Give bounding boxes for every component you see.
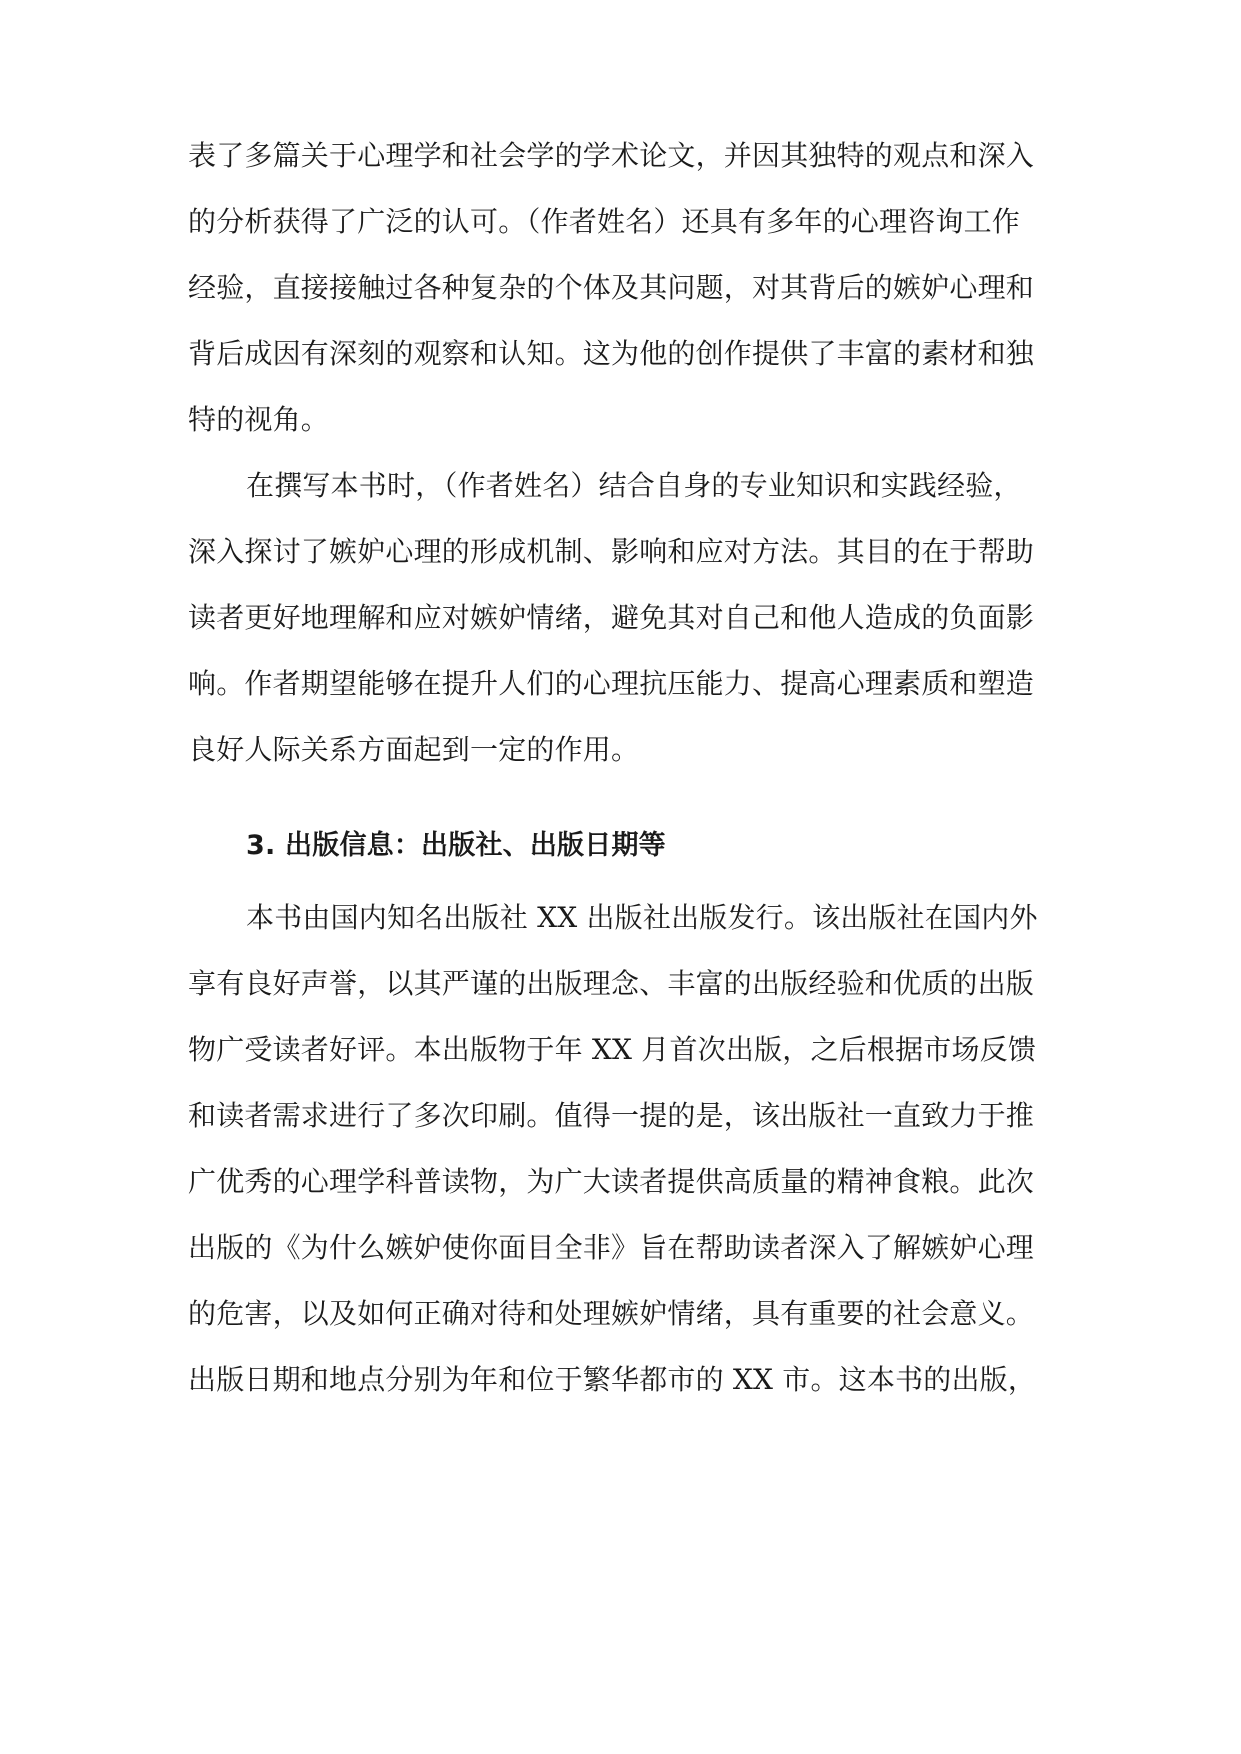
- paragraph-3-line-3: 物广受读者好评。本出版物于年 XX 月首次出版，之后根据市场反馈: [188, 1033, 1037, 1066]
- paragraph-3-line-2: 享有良好声誉，以其严谨的出版理念、丰富的出版经验和优质的出版: [188, 967, 1035, 1000]
- paragraph-2-line-4: 响。作者期望能够在提升人们的心理抗压能力、提高心理素质和塑造: [188, 667, 1035, 700]
- paragraph-1-line-4: 背后成因有深刻的观察和认知。这为他的创作提供了丰富的素材和独: [188, 337, 1035, 370]
- paragraph-1-line-3: 经验，直接接触过各种复杂的个体及其问题，对其背后的嫉妒心理和: [188, 271, 1035, 304]
- paragraph-3-line-1: 本书由国内知名出版社 XX 出版社出版发行。该出版社在国内外: [246, 901, 1038, 934]
- paragraph-1-line-2: 的分析获得了广泛的认可。（作者姓名）还具有多年的心理咨询工作: [188, 205, 1021, 238]
- paragraph-3-line-7: 的危害，以及如何正确对待和处理嫉妒情绪，具有重要的社会意义。: [188, 1297, 1035, 1330]
- paragraph-1-line-1: 表了多篇关于心理学和社会学的学术论文，并因其独特的观点和深入: [188, 139, 1035, 172]
- paragraph-2-line-3: 读者更好地理解和应对嫉妒情绪，避免其对自己和他人造成的负面影: [188, 601, 1035, 634]
- paragraph-1-line-5: 特的视角。: [188, 403, 330, 436]
- paragraph-2-line-2: 深入探讨了嫉妒心理的形成机制、影响和应对方法。其目的在于帮助: [188, 535, 1035, 568]
- paragraph-3-line-5: 广优秀的心理学科普读物，为广大读者提供高质量的精神食粮。此次: [188, 1165, 1035, 1198]
- paragraph-2-line-5: 良好人际关系方面起到一定的作用。: [188, 733, 640, 766]
- section-heading: 3. 出版信息：出版社、出版日期等: [246, 830, 666, 861]
- paragraph-3-line-8: 出版日期和地点分别为年和位于繁华都市的 XX 市。这本书的出版，: [188, 1363, 1037, 1396]
- paragraph-3-line-6: 出版的《为什么嫉妒使你面目全非》旨在帮助读者深入了解嫉妒心理: [188, 1231, 1035, 1264]
- paragraph-2-line-1: 在撰写本书时，（作者姓名）结合自身的专业知识和实践经验，: [246, 469, 1022, 502]
- paragraph-3-line-4: 和读者需求进行了多次印刷。值得一提的是，该出版社一直致力于推: [188, 1099, 1035, 1132]
